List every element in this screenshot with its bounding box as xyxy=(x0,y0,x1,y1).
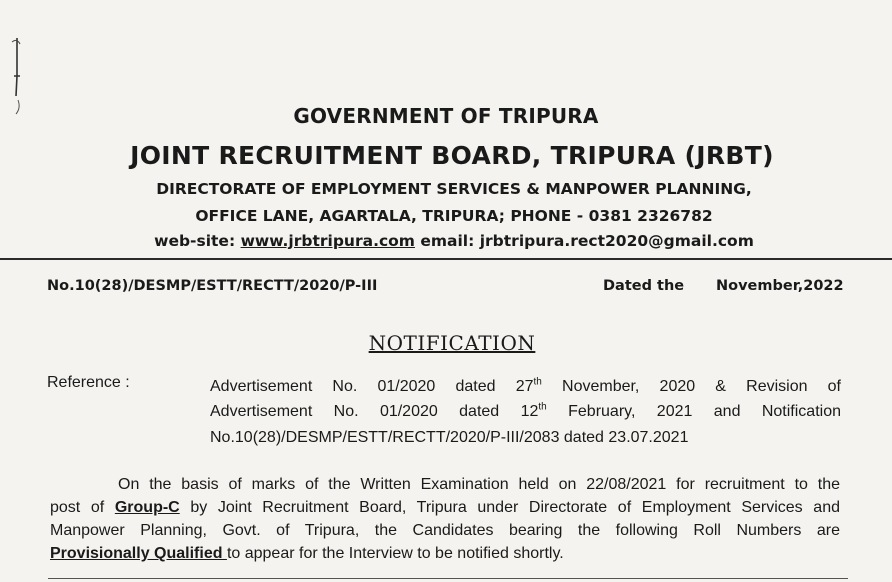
header-divider xyxy=(0,258,892,260)
reference-label: Reference : xyxy=(47,374,130,391)
address-line: OFFICE LANE, AGARTALA, TRIPURA; PHONE - 0381 2326782 xyxy=(195,207,713,225)
dated-label: Dated the xyxy=(603,278,685,294)
paragraph-line-1: On the basis of marks of the Written Examination held on 22/08/2021 for recruitment to the xyxy=(118,476,840,493)
email-label: email: xyxy=(420,232,475,250)
board-heading: JOINT RECRUITMENT BOARD, TRIPURA (JRBT) xyxy=(130,141,774,170)
email-link[interactable]: jrbtripura.rect2020@gmail.com xyxy=(479,232,754,250)
website-link[interactable]: www.jrbtripura.com xyxy=(240,232,415,250)
notification-title-wrap xyxy=(0,331,892,355)
group-c-emphasis: Group-C xyxy=(114,499,180,516)
date-value: November,2022 xyxy=(716,278,844,294)
reference-line-3: No.10(28)/DESMP/ESTT/RECTT/2020/P-III/2083 dated 23.07.2021 xyxy=(210,429,689,446)
paragraph-line-3: Manpower Planning, Govt. of Tripura, the Candidates bearing the following Roll Numbers are xyxy=(50,522,840,539)
table-top-border xyxy=(48,578,848,579)
reference-line-2: Advertisement No. 01/2020 dated 12th February, 2021 and Notification xyxy=(210,401,841,420)
directorate-line: DIRECTORATE OF EMPLOYMENT SERVICES & MANPOWER PLANNING, xyxy=(156,180,752,198)
paragraph-line-4: Provisionally Qualified to appear for the Interview to be notified shortly. xyxy=(50,545,564,562)
paragraph-line-2: post of Group-C by Joint Recruitment Board, Tripura under Directorate of Employment Services and xyxy=(50,499,840,516)
website-label: web-site: xyxy=(154,232,236,250)
notification-title: NOTIFICATION xyxy=(368,331,536,355)
contact-line xyxy=(8,232,892,250)
reference-number: No.10(28)/DESMP/ESTT/RECTT/2020/P-III xyxy=(47,278,378,294)
reference-line-1: Advertisement No. 01/2020 dated 27th November, 2020 & Revision of xyxy=(210,376,841,395)
government-heading: GOVERNMENT OF TRIPURA xyxy=(293,104,599,128)
provisionally-qualified-emphasis: Provisionally Qualified xyxy=(50,545,227,562)
